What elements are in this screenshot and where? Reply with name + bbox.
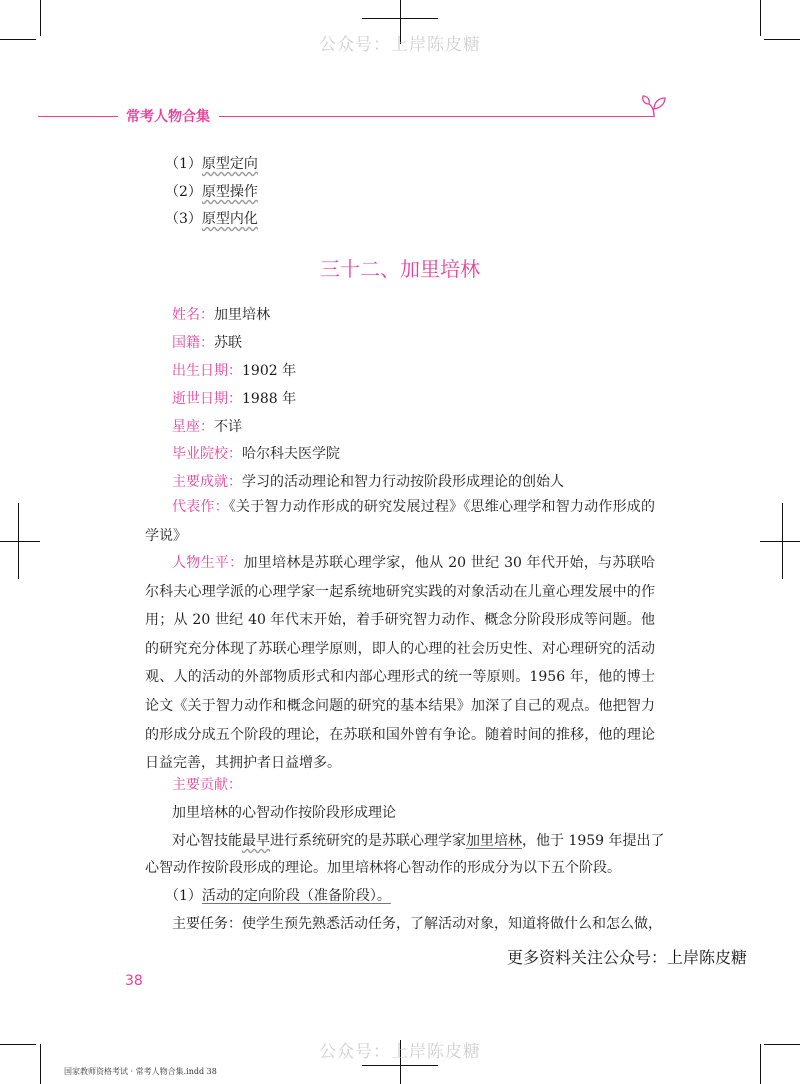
task-line: 主要任务：使学生预先熟悉活动任务，了解活动对象，知道将做什么和怎么做， bbox=[172, 916, 662, 932]
prev-list-item: （1）原型定向 bbox=[165, 156, 258, 172]
profile-death: 逝世日期：1988 年 bbox=[172, 391, 297, 407]
crop-mark bbox=[760, 541, 800, 542]
header-rule-right bbox=[219, 116, 654, 117]
header-title: 常考人物合集 bbox=[126, 109, 210, 125]
crop-mark bbox=[0, 541, 40, 542]
print-footer: 国家教师资格考试 · 常考人物合集.indd 38 bbox=[64, 1067, 217, 1076]
watermark-bottom: 公众号：上岸陈皮糖 bbox=[319, 1042, 481, 1062]
header-rule-left bbox=[38, 116, 118, 117]
promo-text: 更多资料关注公众号：上岸陈皮糖 bbox=[507, 948, 748, 967]
profile-school: 毕业院校：哈尔科夫医学院 bbox=[172, 446, 340, 462]
profile-nationality: 国籍：苏联 bbox=[172, 335, 242, 351]
sprout-icon bbox=[641, 93, 669, 119]
bio-paragraph: 人物生平：加里培林是苏联心理学家，他从 20 世纪 30 年代开始，与苏联哈尔科夫心理学派的心理学家一起系统地研究实践的对象活动在儿童心理发展中的作用；从 20 世纪 40 年代末开始，着手研究智力动作、概念分阶段形成等问题。他的研究充分体现了苏联心理学原则，即人的心理的社会历史性、对心理研究的活动观、人的活动的外部物质形式和内部心理形式的统一等原则。1956 年，他的博士论文《关于智力动作和概念问题的研究的基本结果》加深了自己的观点。他把智力的形成分成五个阶段的理论，在苏联和国外曾有争论。随着时间的推移，他的理论日益完善，其拥护者日益增多。 bbox=[145, 555, 655, 772]
profile-birth: 出生日期：1902 年 bbox=[172, 363, 297, 379]
profile-name: 姓名：加里培林 bbox=[172, 307, 270, 323]
watermark-top: 公众号：上岸陈皮糖 bbox=[319, 35, 481, 55]
profile-achievement: 主要成就：学习的活动理论和智力行动按阶段形成理论的创始人 bbox=[172, 474, 564, 490]
contrib-line-2: 心智动作按阶段形成的理论。加里培林将心智动作的形成分为以下五个阶段。 bbox=[145, 860, 621, 876]
prev-list-item: （3）原型内化 bbox=[165, 211, 258, 227]
chapter-title: 三十二、加里培林 bbox=[320, 257, 480, 281]
contrib-label: 主要贡献： bbox=[172, 777, 242, 793]
works-paragraph: 代表作：《关于智力动作形成的研究发展过程》《思维心理学和智力动作形成的学说》 bbox=[145, 499, 656, 544]
stage-1: （1）活动的定向阶段（准备阶段）。 bbox=[165, 888, 391, 904]
profile-zodiac: 星座：不详 bbox=[172, 419, 242, 435]
crop-mark bbox=[362, 1065, 438, 1066]
page-number: 38 bbox=[125, 973, 143, 989]
contrib-line-1: 对心智技能最早进行系统研究的是苏联心理学家加里培林，他于 1959 年提出了 bbox=[172, 833, 665, 849]
crop-mark bbox=[362, 18, 438, 19]
prev-list-item: （2）原型操作 bbox=[165, 184, 258, 200]
contrib-subtitle: 加里培林的心智动作按阶段形成理论 bbox=[172, 805, 396, 821]
